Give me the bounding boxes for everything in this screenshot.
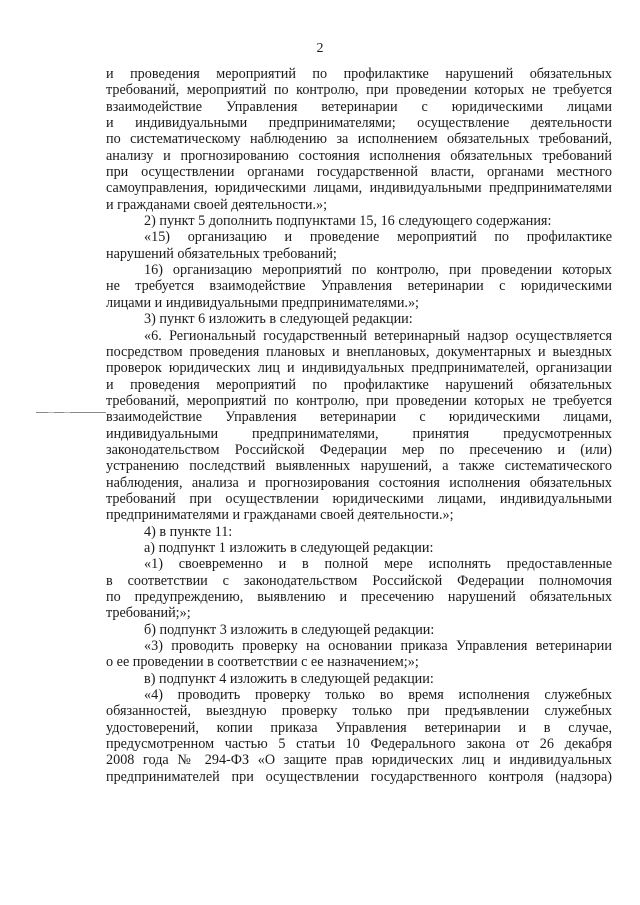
text-line: предусмотренном частью 5 статьи 10 Федерального закона от 26 декабря bbox=[106, 736, 612, 753]
document-body bbox=[106, 66, 612, 785]
text-line: при осуществлении органами государственной власти, органами местного bbox=[106, 164, 612, 181]
text-line: «4) проводить проверку только во время исполнения служебных bbox=[144, 687, 612, 704]
text-line: проверок юридических лиц и индивидуальных предпринимателей, организации bbox=[106, 360, 612, 377]
text-line: анализу и прогнозированию состояния исполнения обязательных требований bbox=[106, 147, 612, 164]
text-line: посредством проведения плановых и внеплановых, документарных и выездных bbox=[106, 343, 612, 360]
text-line: «1) своевременно и в полной мере исполнять предоставленные bbox=[144, 556, 612, 573]
text-line: в) подпункт 4 изложить в следующей редакции: bbox=[144, 670, 434, 687]
text-line: и проведения мероприятий по профилактике нарушений обязательных bbox=[106, 66, 612, 82]
text-line: обязанностей, выездную проверку только при предъявлении служебных bbox=[106, 703, 612, 720]
text-line: лицами и индивидуальными предпринимателями.»; bbox=[106, 294, 419, 311]
text-line: 2008 года № 294-ФЗ «О защите прав юридических лиц и индивидуальных bbox=[106, 752, 612, 769]
text-line: 4) в пункте 11: bbox=[144, 523, 233, 540]
text-line: «15) организацию и проведение мероприятий по профилактике bbox=[144, 229, 612, 246]
text-line: требований, мероприятий по контролю, при проведении которых не требуется bbox=[106, 82, 612, 99]
text-line: предпринимателями и гражданами своей деятельности.»; bbox=[106, 507, 454, 524]
text-line: и индивидуальными предпринимателями; осуществление деятельности bbox=[106, 115, 612, 132]
text-line: а) подпункт 1 изложить в следующей редакции: bbox=[144, 539, 434, 556]
text-line: законодательством Российской Федерации мер по пресечению и (или) bbox=[106, 441, 612, 458]
text-line: взаимодействие Управления ветеринарии с юридическими лицами bbox=[106, 98, 612, 115]
text-line: 16) организацию мероприятий по контролю, при проведении которых bbox=[144, 262, 612, 279]
text-line: устранению последствий выявленных нарушений, а также систематического bbox=[106, 458, 612, 475]
text-line: б) подпункт 3 изложить в следующей редакции: bbox=[144, 621, 435, 638]
text-line: нарушений обязательных требований; bbox=[106, 245, 337, 262]
text-line: требований, мероприятий по контролю, при проведении которых не требуется bbox=[106, 392, 612, 409]
text-line: индивидуальными предпринимателями, принятия предусмотренных bbox=[106, 425, 612, 442]
text-line: и гражданами своей деятельности.»; bbox=[106, 196, 328, 213]
text-line: о ее проведении в соответствии с ее назначением;»; bbox=[106, 654, 419, 671]
text-line: требований при осуществлении юридическими лицами, индивидуальными bbox=[106, 490, 612, 507]
text-line: наблюдения, анализа и прогнозирования состояния исполнения обязательных bbox=[106, 474, 612, 491]
text-line: «3) проводить проверку на основании приказа Управления ветеринарии bbox=[144, 638, 612, 655]
text-line: 3) пункт 6 изложить в следующей редакции: bbox=[144, 311, 413, 328]
text-line: по систематическому наблюдению за исполнением обязательных требований, bbox=[106, 131, 612, 148]
text-line: взаимодействие Управления ветеринарии с юридическими лицами, bbox=[106, 409, 612, 426]
text-line: самоуправления, юридическими лицами, индивидуальными предпринимателями bbox=[106, 180, 612, 197]
text-line: не требуется взаимодействие Управления ветеринарии с юридическими bbox=[106, 278, 612, 295]
text-line: удостоверений, копии приказа Управления ветеринарии и в случае, bbox=[106, 719, 612, 736]
text-line: 2) пункт 5 дополнить подпунктами 15, 16 следующего содержания: bbox=[144, 213, 552, 230]
text-line: предпринимателей при осуществлении государственного контроля (надзора) bbox=[106, 768, 612, 785]
margin-scan-mark bbox=[36, 412, 106, 413]
text-line: в соответствии с законодательством Российской Федерации полномочия bbox=[106, 572, 612, 589]
page-number: 2 bbox=[316, 41, 324, 56]
text-line: по предупреждению, выявлению и пресечению нарушений обязательных bbox=[106, 589, 612, 605]
text-line: и проведения мероприятий по профилактике нарушений обязательных bbox=[106, 376, 612, 393]
text-line: требований;»; bbox=[106, 605, 191, 622]
text-line: «6. Региональный государственный ветеринарный надзор осуществляется bbox=[144, 327, 612, 344]
